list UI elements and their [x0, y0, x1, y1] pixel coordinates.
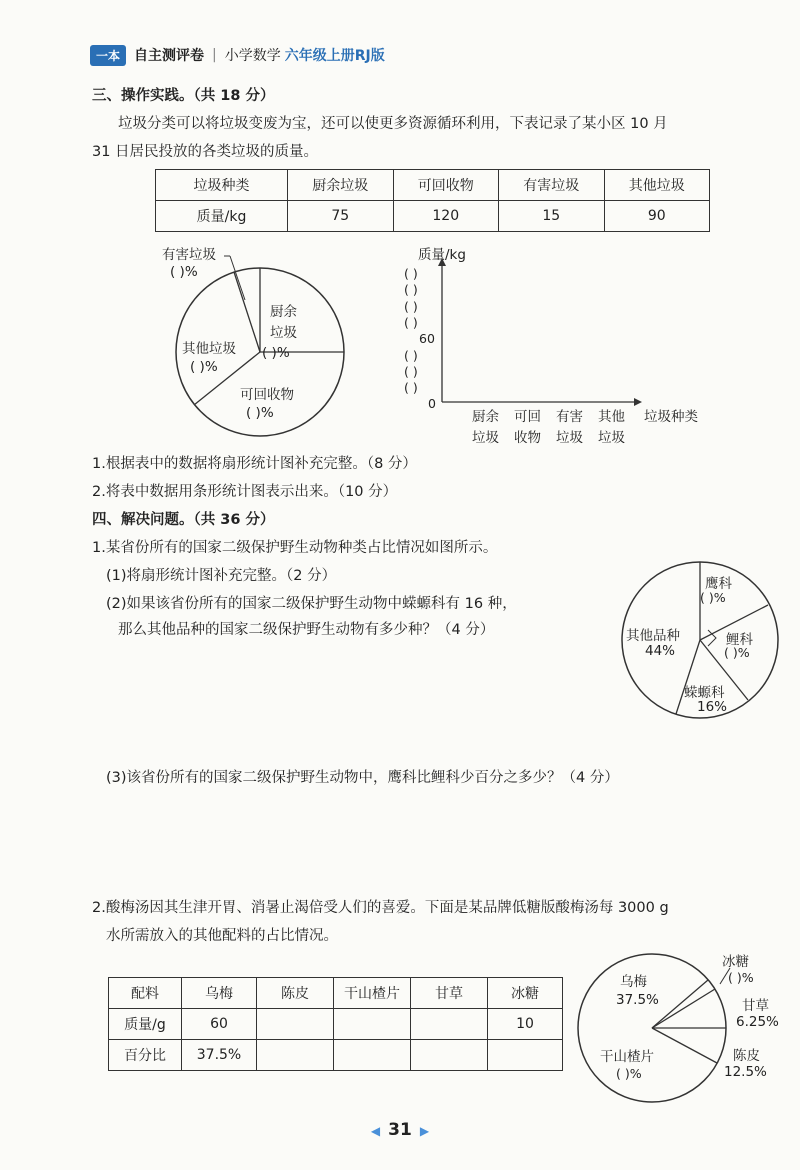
- table-cell: [257, 1009, 334, 1040]
- table-cell: 37.5%: [182, 1040, 257, 1071]
- table-cell: 60: [182, 1009, 257, 1040]
- pie-label-eagle: 鹰科: [705, 576, 732, 592]
- next-arrow-icon: ▶: [419, 1124, 430, 1138]
- p2-line2: 水所需放入的其他配料的占比情况。: [106, 928, 338, 944]
- bar-y-title: 质量/kg: [418, 247, 466, 263]
- y-tick-label: ( ): [404, 347, 418, 363]
- y-tick-label: ( ): [404, 363, 418, 379]
- pie-pct-other: 44%: [645, 643, 676, 659]
- header-brand: 自主测评卷: [134, 48, 205, 64]
- pie-pct-hazard: ( )%: [170, 264, 198, 280]
- garbage-table: [155, 169, 710, 232]
- y-tick-label: 0: [428, 396, 436, 412]
- x-axis-arrow: [634, 398, 642, 406]
- table-cell: [411, 1040, 488, 1071]
- p1-sub2a: (2)如果该省份所有的国家二级保护野生动物中蝾螈科有 16 种，: [106, 596, 517, 612]
- x-category-label: 其他: [598, 409, 625, 425]
- table-header-cell: 乌梅: [182, 978, 257, 1009]
- pie-label-chenpi: 陈皮: [733, 1048, 760, 1064]
- table-header-cell: 有害垃圾: [499, 170, 605, 201]
- pie-label-salamander: 蝾螈科: [684, 685, 725, 701]
- pie-divider: [652, 989, 715, 1028]
- pie-label-other: 其他垃圾: [182, 341, 236, 357]
- pie-label-gancao: 甘草: [742, 998, 769, 1014]
- table-cell: [334, 1009, 411, 1040]
- pie-label-kitchen: 厨余: [270, 304, 297, 320]
- prev-arrow-icon: ◀: [370, 1124, 381, 1138]
- pie-divider: [234, 272, 260, 352]
- x-category-label: 收物: [514, 430, 541, 446]
- p1-stem: 1.某省份所有的国家二级保护野生动物种类占比情况如图所示。: [92, 540, 498, 556]
- table-header-cell: 配料: [109, 978, 182, 1009]
- pie-pct-salamander: 16%: [697, 699, 728, 715]
- table-header-cell: 陈皮: [257, 978, 334, 1009]
- p2-line1: 2.酸梅汤因其生津开胃、消暑止渴倍受人们的喜爱。下面是某品牌低糖版酸梅汤每 3000 g: [92, 900, 669, 916]
- table-cell: 75: [288, 201, 394, 232]
- pie-pct-wumei: 37.5%: [616, 992, 659, 1008]
- table-cell: [257, 1040, 334, 1071]
- y-tick-label: ( ): [404, 380, 418, 396]
- brand-logo: 一本: [90, 45, 126, 66]
- section3-title: 三、操作实践。（共 18 分）: [92, 88, 275, 104]
- x-category-label: 可回: [514, 409, 541, 425]
- bar-x-title: 垃圾种类: [644, 409, 698, 425]
- pie-label-shanzha: 干山楂片: [600, 1049, 654, 1065]
- p1-sub1: (1)将扇形统计图补充完整。（2 分）: [106, 568, 337, 584]
- section3-q1: 1.根据表中的数据将扇形统计图补充完整。（8 分）: [92, 456, 417, 472]
- y-tick-label: ( ): [404, 298, 418, 314]
- x-category-label: 垃圾: [556, 430, 583, 446]
- y-tick-label: ( ): [404, 314, 418, 330]
- x-category-label: 有害: [556, 409, 583, 425]
- pie-pct-shanzha: ( )%: [616, 1066, 642, 1081]
- ingredient-table: [108, 977, 563, 1071]
- section4-title: 四、解决问题。（共 36 分）: [92, 512, 275, 528]
- table-header-cell: 其他垃圾: [604, 170, 710, 201]
- leader-line: [230, 256, 245, 300]
- section3-q2: 2.将表中数据用条形统计图表示出来。（10 分）: [92, 484, 398, 500]
- pie-label-recycle: 可回收物: [240, 387, 294, 403]
- section3-intro-1: 垃圾分类可以将垃圾变废为宝，还可以使更多资源循环利用，下表记录了某小区 10 月: [118, 116, 668, 132]
- table-cell: [411, 1009, 488, 1040]
- table-cell: 10: [488, 1009, 563, 1040]
- pie-label-kitchen-2: 垃圾: [270, 325, 297, 341]
- pie-divider: [652, 1028, 717, 1063]
- page-number: 31: [388, 1120, 412, 1140]
- table-cell: 15: [499, 201, 605, 232]
- x-category-label: 垃圾: [598, 430, 625, 446]
- header-separator: |: [212, 47, 217, 63]
- pie-pct-gancao: 6.25%: [736, 1014, 779, 1030]
- pie-divider: [652, 980, 708, 1028]
- pie-pct-chenpi: 12.5%: [724, 1064, 767, 1080]
- table-cell: 120: [393, 201, 499, 232]
- pie-pct-recycle: ( )%: [246, 405, 274, 421]
- table-cell: [334, 1040, 411, 1071]
- p1-sub2b: 那么其他品种的国家二级保护野生动物有多少种？（4 分）: [118, 622, 495, 638]
- pie-pct-other: ( )%: [190, 359, 218, 375]
- table-header-cell: 冰糖: [488, 978, 563, 1009]
- pie-label-hazard: 有害垃圾: [162, 247, 216, 263]
- table-cell: 90: [604, 201, 710, 232]
- header-grade: 六年级上册RJ版: [284, 48, 385, 64]
- table-header-cell: 垃圾种类: [156, 170, 288, 201]
- table-row-label: 百分比: [109, 1040, 182, 1071]
- table-cell: [488, 1040, 563, 1071]
- pie-label-other: 其他品种: [626, 628, 680, 644]
- section3-intro-2: 31 日居民投放的各类垃圾的质量。: [92, 144, 319, 160]
- table-header-cell: 可回收物: [393, 170, 499, 201]
- pie-label-carp: 鲤科: [726, 632, 753, 648]
- page-header: [90, 44, 385, 66]
- table-row-label: 质量/g: [109, 1009, 182, 1040]
- table-header-cell: 厨余垃圾: [288, 170, 394, 201]
- y-tick-label: ( ): [404, 266, 418, 281]
- p1-sub3: (3)该省份所有的国家二级保护野生动物中，鹰科比鲤科少百分之多少？（4 分）: [106, 770, 619, 786]
- table-header-cell: 甘草: [411, 978, 488, 1009]
- pie-label-bingtang: 冰糖: [722, 954, 749, 970]
- x-category-label: 厨余: [472, 409, 499, 425]
- y-tick-label: ( ): [404, 282, 418, 298]
- pie-pct-kitchen: ( )%: [262, 345, 290, 361]
- pie-pct-carp: ( )%: [724, 645, 750, 660]
- header-subject: 小学数学: [224, 48, 281, 64]
- y-tick-label: 60: [419, 331, 435, 347]
- garbage-bar-chart: [430, 250, 730, 420]
- pie-pct-bingtang: ( )%: [728, 970, 754, 985]
- pie-pct-eagle: ( )%: [700, 590, 726, 605]
- page-number-bar: [0, 1120, 800, 1140]
- x-category-label: 垃圾: [472, 430, 499, 446]
- pie-label-wumei: 乌梅: [620, 974, 647, 990]
- table-row-label: 质量/kg: [156, 201, 288, 232]
- table-header-cell: 干山楂片: [334, 978, 411, 1009]
